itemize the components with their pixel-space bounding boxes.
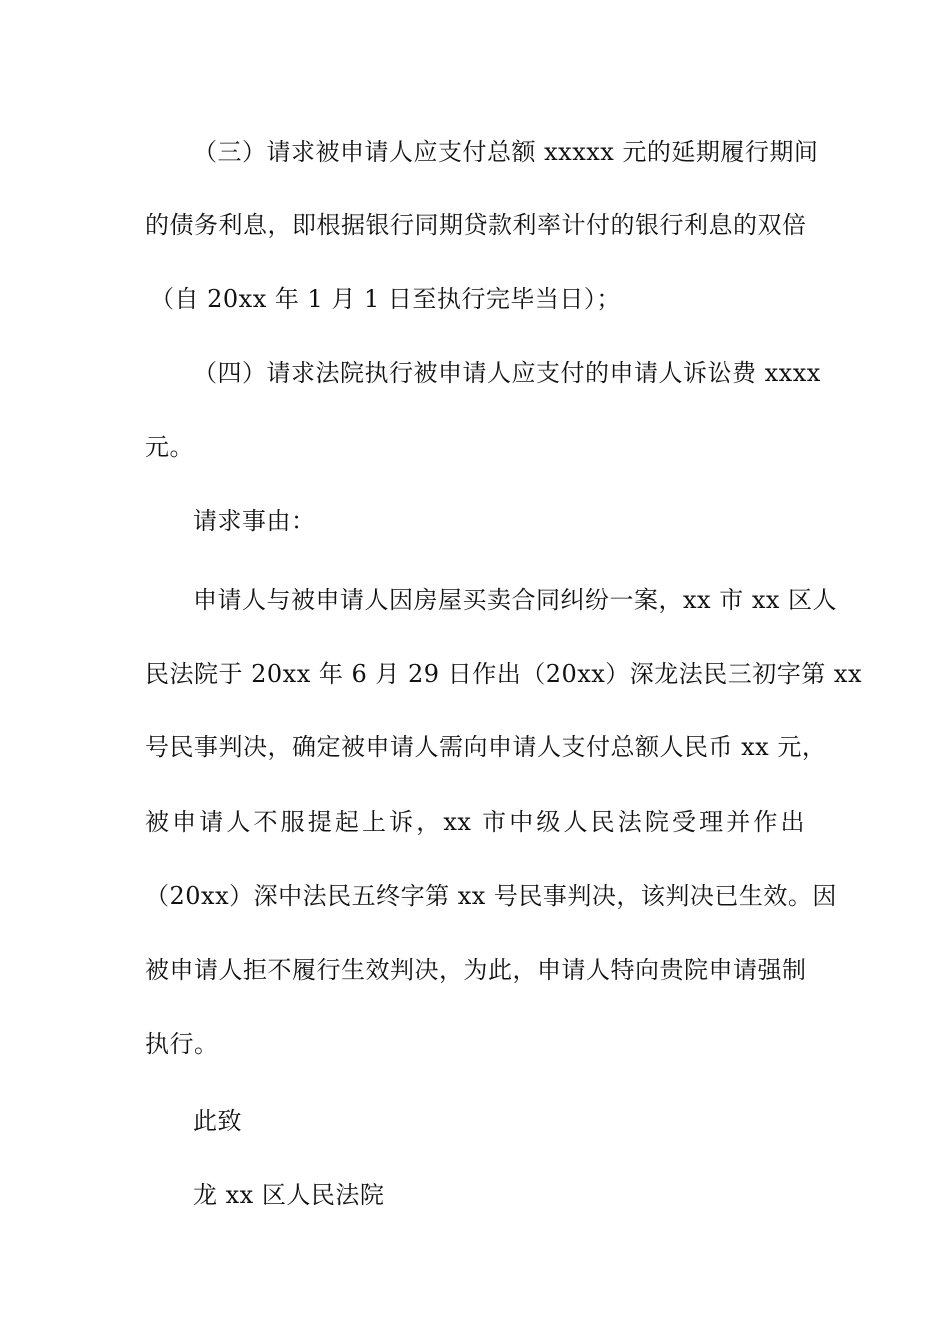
reason-line-3: 号民事判决，确定被申请人需向申请人支付总额人民币 xx 元， bbox=[145, 733, 827, 761]
reason-heading: 请求事由： bbox=[193, 507, 316, 535]
claim-3-line-1: （三）请求被申请人应支付总额 xxxxx 元的延期履行期间 bbox=[193, 138, 819, 166]
reason-line-6: 被申请人拒不履行生效判决，为此，申请人特向贵院申请强制 bbox=[145, 956, 807, 984]
reason-line-1: 申请人与被申请人因房屋买卖合同纠纷一案，xx 市 xx 区人 bbox=[193, 586, 838, 614]
claim-3-line-3: （自 20xx 年 1 月 1 日至执行完毕当日）； bbox=[150, 285, 621, 313]
reason-line-7: 执行。 bbox=[145, 1030, 219, 1058]
claim-4-line-1: （四）请求法院执行被申请人应支付的申请人诉讼费 xxxx bbox=[193, 359, 821, 387]
claim-3-line-2: 的债务利息，即根据银行同期贷款利率计付的银行利息的双倍 bbox=[145, 211, 807, 239]
reason-line-2: 民法院于 20xx 年 6 月 29 日作出（20xx）深龙法民三初字第 xx bbox=[145, 660, 862, 688]
recipient-court: 龙 xx 区人民法院 bbox=[193, 1181, 385, 1209]
claim-4-line-2: 元。 bbox=[145, 433, 194, 461]
closing-salutation: 此致 bbox=[193, 1107, 242, 1135]
reason-line-4: 被申请人不服提起上诉，xx 市中级人民法院受理并作出 bbox=[145, 808, 805, 836]
reason-line-5: （20xx）深中法民五终字第 xx 号民事判决，该判决已生效。因 bbox=[145, 882, 837, 910]
